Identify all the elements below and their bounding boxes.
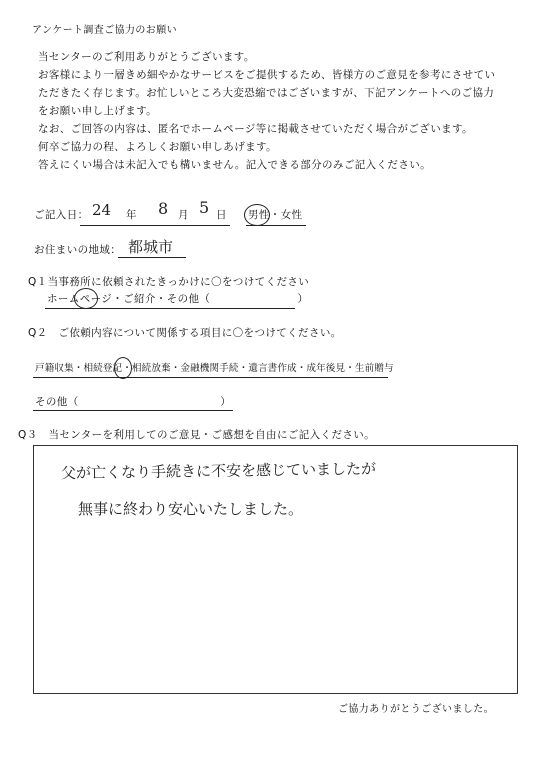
gender-selection-circle [244,204,270,226]
q2-selection-circle [114,357,132,379]
q2-other: その他（ ） [35,396,232,408]
entry-year-unit: 年 [126,209,137,221]
entry-month-unit: 月 [178,209,189,221]
q2-underline [33,377,388,378]
q3-answer-line: 無事に終わり安心いたしました。 [78,500,304,518]
entry-date-label: ご記入日： [34,209,89,221]
form-title: アンケート調査ご協力のお願い [32,25,177,36]
intro-line: 答えにくい場合は未記入でも構いません。記入できる部分のみご記入ください。 [38,159,432,171]
thanks-message: ご協力ありがとうございました。 [338,704,494,715]
intro-line: をお願い申し上げます。 [38,105,158,117]
intro-line: お客様により一層きめ細やかなサービスをご提供するため、皆様方のご意見を参考にさせてい [38,69,496,81]
entry-year-value: 24 [92,201,112,219]
entry-month-value: 8 [158,199,169,218]
gender-underline [246,225,306,226]
entry-day-unit: 日 [216,209,227,221]
entry-day-value: 5 [199,198,210,217]
intro-line: 何卒ご協力の程、よろしくお願い申しあげます。 [38,141,277,153]
q2-options: 戸籍収集・相続登記・相続放棄・金融機関手続・遺言書作成・成年後見・生前贈与 [35,363,394,374]
q1-underline [45,308,295,309]
q3-question: Q３ 当センターを利用してのご意見・ご感想を自由にご記入ください。 [18,429,376,441]
q2-question: Q２ ご依頼内容について関係する項目に〇をつけてください。 [28,327,342,339]
residence-underline [118,257,186,258]
residence-value: 都城市 [128,238,174,256]
q1-question: Q１当事務所に依頼されたきっかけに〇をつけてください [28,276,310,288]
q3-answer-line: 父が亡くなり手続きに不安を感じていましたが [60,459,377,483]
q2-other-underline [33,410,233,411]
entry-date-underline [80,225,230,226]
intro-line: 当センターのご利用ありがとうございます。 [38,51,255,63]
q1-options: ホームページ・ご紹介・その他（ ） [47,293,309,305]
q1-selection-circle [74,288,98,309]
intro-line: ただきたく存じます。お忙しいところ大変恐縮ではございますが、下記アンケートへのご協力 [38,87,495,99]
gender-options: 男性・女性 [248,209,303,221]
intro-line: なお、ご回答の内容は、匿名でホームページ等に掲載させていただく場合がございます。 [38,123,473,135]
residence-label: お住まいの地域： [34,244,122,256]
